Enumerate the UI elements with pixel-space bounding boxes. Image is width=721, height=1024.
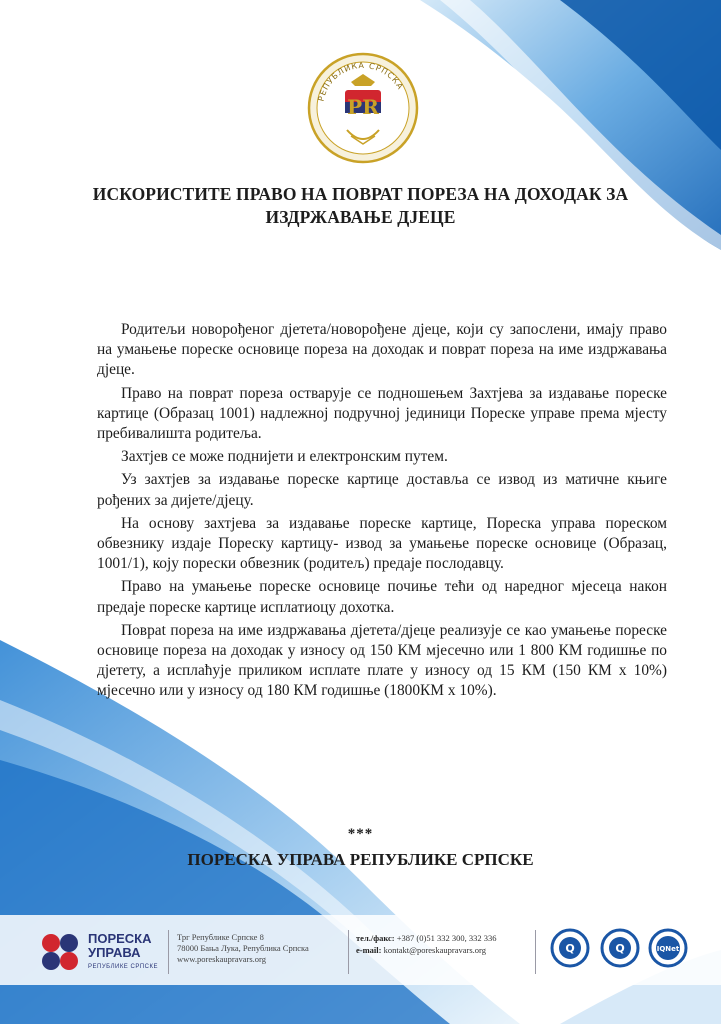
paragraph: Родитељи новорођеног дјетета/новорођене дјеце, који су запослени, имају право на умањење пореске основице пореза на доходак и поврат пореза на име издржавања дјеце.: [97, 321, 667, 379]
paragraph: Захтјев се може поднијети и електронским путем.: [121, 448, 448, 466]
footer: [0, 920, 721, 980]
footer-divider: [168, 930, 169, 974]
certification-badge-icon: [600, 928, 640, 968]
cert-label-1: Q: [565, 942, 575, 955]
footer-address: [177, 932, 309, 965]
seal-monogram: PR: [347, 95, 379, 119]
iqnet-badge-icon: [648, 928, 688, 968]
footer-contact: [356, 932, 496, 956]
logo-line-2: УПРАВА: [88, 945, 141, 960]
phone-label: тел./факс:: [356, 933, 395, 943]
tax-administration-logo-icon: [38, 930, 82, 974]
cert-label-2: Q: [615, 942, 625, 955]
separator-stars: ***: [347, 826, 374, 842]
website-link[interactable]: www.poreskaupravars.org: [177, 954, 266, 964]
certification-badge-icon: [550, 928, 590, 968]
email-link[interactable]: kontakt@poreskaupravars.org: [381, 945, 486, 955]
page-title: [40, 183, 681, 229]
phone-line: [356, 932, 496, 944]
email-label: e-mail:: [356, 945, 382, 955]
logo-line-3: РЕПУБЛИКЕ СРПСКЕ: [88, 964, 158, 970]
paragraph: Право на поврат пореза остварује се подношењем Захтјева за издавање пореске картице (Образац 1001) надлежној подручној јединици Пореске управе према мјесту пребивалишта родитеља.: [97, 384, 667, 443]
republic-seal: [307, 52, 419, 164]
paragraph: Повраt пореза на име издржавања дјетета/дјеце реализује се као умањење пореске основице пореза на доходак у износу од 150 КМ мјесечно или 1 800 КМ годишње по дјетету, а исплаћује приликом исплате плате у износу од 15 КМ (150 КМ х 10%) мјесечно или у износу од 180 КМ годишње (1800КМ х 10%).: [97, 621, 667, 700]
signature: ПОРЕСКА УПРАВА РЕПУБЛИКЕ СРПСКЕ: [187, 850, 534, 869]
phone-value: +387 (0)51 332 300, 332 336: [394, 933, 497, 943]
email-line: [356, 944, 496, 956]
paragraph: Право на умањење пореске основице почиње тећи од наредног мјесеца након предаје пореске картице исплатиоцу дохотка.: [97, 578, 667, 616]
address-line-2: 78000 Бања Лука, Република Српска: [177, 943, 309, 953]
paragraph: Уз захтјев за издавање пореске картице доставља се извод из матичне књиге рођених за дијете/дјецу.: [97, 471, 667, 509]
footer-divider: [348, 930, 349, 974]
seal-arc-text: РЕПУБЛИКА СРПСКА: [316, 60, 406, 103]
body-text: [97, 320, 667, 705]
paragraph: На основу захтјева за издавање пореске картице, Пореска управа пореском обвезнику издаје Пореску картицу- извод за умањење пореске основице (Образац, 1001/1), коју порески обвезник (родитељ) предаје послодавцу.: [97, 514, 667, 573]
address-line-1: Трг Републике Српске 8: [177, 932, 264, 942]
footer-divider: [535, 930, 536, 974]
cert-label-3: IQNet: [656, 945, 680, 953]
title-line-1: ИСКОРИСТИТЕ ПРАВО НА ПОВРАТ ПОРЕЗА НА ДОХОДАК ЗА: [92, 184, 629, 204]
logo-text: [88, 932, 158, 974]
title-line-2: ИЗДРЖАВАЊЕ ДЈЕЦЕ: [265, 207, 456, 227]
logo-line-1: ПОРЕСКА: [88, 931, 152, 946]
